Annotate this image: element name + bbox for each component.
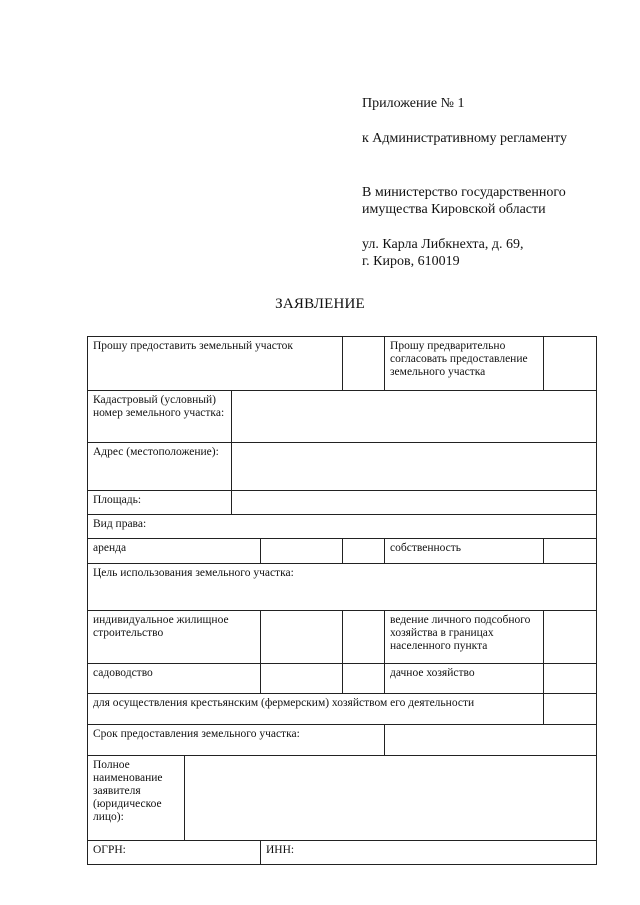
inn-field[interactable]: ИНН:: [261, 841, 597, 865]
application-form: [87, 336, 597, 865]
gardening-checkbox[interactable]: [261, 664, 343, 694]
individual-housing-spacer: [343, 611, 385, 664]
appendix-label: Приложение № 1: [362, 96, 465, 111]
gardening-label: садоводство: [88, 664, 261, 694]
lease-spacer: [343, 539, 385, 564]
ownership-label: собственность: [385, 539, 544, 564]
dacha-checkbox[interactable]: [544, 664, 597, 694]
ogrn-field[interactable]: ОГРН:: [88, 841, 261, 865]
individual-housing-label: индивидуальное жилищное строительство: [88, 611, 261, 664]
recipient-line-1: В министерство государственного: [362, 185, 566, 200]
request-approve-label: Прошу предварительно согласовать предоставление земельного участка: [385, 337, 544, 391]
document-title: ЗАЯВЛЕНИЕ: [275, 296, 365, 312]
request-provide-label: Прошу предоставить земельный участок: [88, 337, 343, 391]
address-field[interactable]: [232, 443, 597, 491]
area-field[interactable]: [232, 491, 597, 515]
private-farm-label: ведение личного подсобного хозяйства в границах населенного пункта: [385, 611, 544, 664]
term-field[interactable]: [385, 725, 597, 756]
recipient-line-2: имущества Кировской области: [362, 202, 546, 217]
applicant-name-label: Полное наименование заявителя (юридическое лицо):: [88, 756, 185, 841]
address-line-2: г. Киров, 610019: [362, 254, 460, 269]
address-line-1: ул. Карла Либкнехта, д. 69,: [362, 237, 524, 252]
address-label: Адрес (местоположение):: [88, 443, 232, 491]
lease-label: аренда: [88, 539, 261, 564]
area-label: Площадь:: [88, 491, 232, 515]
peasant-farm-label: для осуществления крестьянским (фермерским) хозяйством его деятельности: [88, 694, 544, 725]
peasant-farm-checkbox[interactable]: [544, 694, 597, 725]
request-provide-checkbox[interactable]: [343, 337, 385, 391]
purpose-label: Цель использования земельного участка:: [88, 564, 597, 611]
right-type-label: Вид права:: [88, 515, 597, 539]
gardening-spacer: [343, 664, 385, 694]
term-label: Срок предоставления земельного участка:: [88, 725, 385, 756]
request-approve-checkbox[interactable]: [544, 337, 597, 391]
cadastral-number-field[interactable]: [232, 391, 597, 443]
individual-housing-checkbox[interactable]: [261, 611, 343, 664]
applicant-name-field[interactable]: [185, 756, 597, 841]
regulation-label: к Административному регламенту: [362, 131, 567, 146]
private-farm-checkbox[interactable]: [544, 611, 597, 664]
dacha-label: дачное хозяйство: [385, 664, 544, 694]
ownership-checkbox[interactable]: [544, 539, 597, 564]
cadastral-number-label: Кадастровый (условный) номер земельного участка:: [88, 391, 232, 443]
lease-checkbox[interactable]: [261, 539, 343, 564]
